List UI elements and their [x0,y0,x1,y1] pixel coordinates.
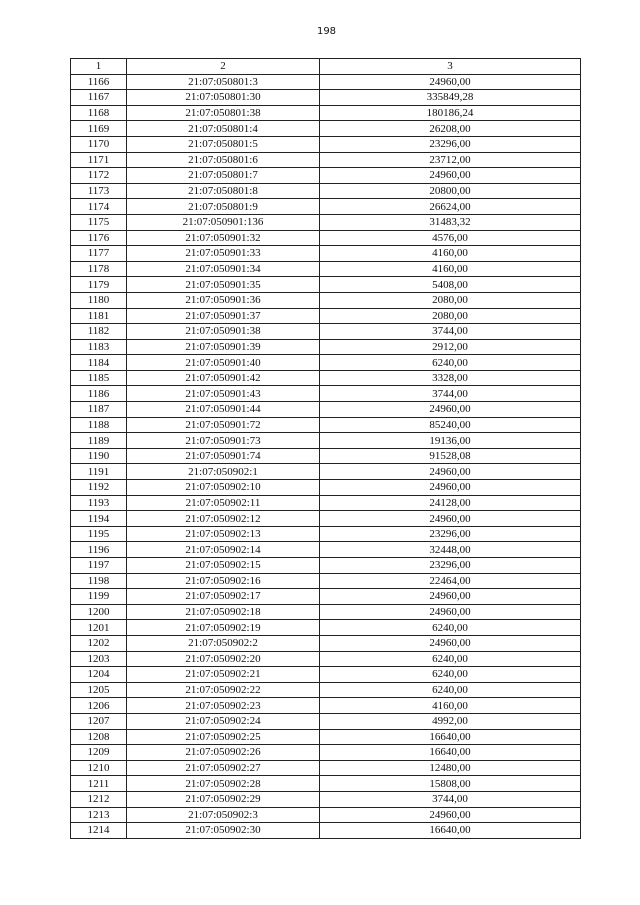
row-number-cell: 1187 [71,402,127,418]
cadastral-number-cell: 21:07:050901:44 [127,402,320,418]
cadastral-number-cell: 21:07:050801:38 [127,105,320,121]
row-number-cell: 1194 [71,511,127,527]
cadastral-number-cell: 21:07:050902:29 [127,791,320,807]
value-cell: 4160,00 [320,246,581,262]
row-number-cell: 1208 [71,729,127,745]
table-row [71,199,581,215]
cadastral-number-cell: 21:07:050902:30 [127,823,320,839]
table-row [71,760,581,776]
value-cell: 91528,08 [320,448,581,464]
table-row [71,105,581,121]
row-number-cell: 1200 [71,604,127,620]
row-number-cell: 1189 [71,433,127,449]
table-header [71,59,581,75]
table-row [71,90,581,106]
value-cell: 26208,00 [320,121,581,137]
value-cell: 24960,00 [320,604,581,620]
row-number-cell: 1198 [71,573,127,589]
row-number-cell: 1186 [71,386,127,402]
table-row [71,402,581,418]
table-row [71,495,581,511]
table-row [71,448,581,464]
cadastral-number-cell: 21:07:050902:25 [127,729,320,745]
value-cell: 335849,28 [320,90,581,106]
row-number-cell: 1201 [71,620,127,636]
cadastral-number-cell: 21:07:050902:28 [127,776,320,792]
row-number-cell: 1209 [71,745,127,761]
cadastral-number-cell: 21:07:050901:73 [127,433,320,449]
value-cell: 4160,00 [320,261,581,277]
value-cell: 16640,00 [320,729,581,745]
row-number-cell: 1172 [71,168,127,184]
row-number-cell: 1188 [71,417,127,433]
row-number-cell: 1205 [71,682,127,698]
cadastral-number-cell: 21:07:050901:136 [127,214,320,230]
cadastral-number-cell: 21:07:050801:8 [127,183,320,199]
value-cell: 15808,00 [320,776,581,792]
table-row [71,324,581,340]
cadastral-number-cell: 21:07:050801:9 [127,199,320,215]
cadastral-number-cell: 21:07:050902:10 [127,480,320,496]
cadastral-number-cell: 21:07:050901:33 [127,246,320,262]
table-row [71,823,581,839]
table-row [71,620,581,636]
value-cell: 26624,00 [320,199,581,215]
table-row [71,370,581,386]
value-cell: 24128,00 [320,495,581,511]
cadastral-number-cell: 21:07:050801:6 [127,152,320,168]
table-row [71,713,581,729]
row-number-cell: 1184 [71,355,127,371]
value-cell: 23296,00 [320,558,581,574]
table-row [71,292,581,308]
column-header-3: 3 [320,59,581,75]
table-row [71,277,581,293]
value-cell: 3744,00 [320,324,581,340]
row-number-cell: 1182 [71,324,127,340]
value-cell: 6240,00 [320,651,581,667]
table-row [71,558,581,574]
table-row [71,230,581,246]
cadastral-number-cell: 21:07:050902:1 [127,464,320,480]
header-row [71,59,581,75]
data-table [70,58,581,839]
cadastral-number-cell: 21:07:050902:17 [127,589,320,605]
cadastral-number-cell: 21:07:050902:21 [127,667,320,683]
row-number-cell: 1171 [71,152,127,168]
row-number-cell: 1180 [71,292,127,308]
cadastral-number-cell: 21:07:050901:38 [127,324,320,340]
value-cell: 23712,00 [320,152,581,168]
row-number-cell: 1167 [71,90,127,106]
row-number-cell: 1173 [71,183,127,199]
table-row [71,183,581,199]
table-row [71,682,581,698]
row-number-cell: 1174 [71,199,127,215]
cadastral-number-cell: 21:07:050902:16 [127,573,320,589]
cadastral-number-cell: 21:07:050902:26 [127,745,320,761]
cadastral-number-cell: 21:07:050902:24 [127,713,320,729]
row-number-cell: 1183 [71,339,127,355]
cadastral-number-cell: 21:07:050902:11 [127,495,320,511]
cadastral-number-cell: 21:07:050902:15 [127,558,320,574]
column-header-1: 1 [71,59,127,75]
value-cell: 6240,00 [320,667,581,683]
cadastral-number-cell: 21:07:050901:42 [127,370,320,386]
row-number-cell: 1169 [71,121,127,137]
value-cell: 23296,00 [320,526,581,542]
value-cell: 16640,00 [320,823,581,839]
table-row [71,651,581,667]
row-number-cell: 1185 [71,370,127,386]
table-row [71,526,581,542]
table-row [71,152,581,168]
row-number-cell: 1210 [71,760,127,776]
row-number-cell: 1207 [71,713,127,729]
table-row [71,355,581,371]
cadastral-number-cell: 21:07:050902:18 [127,604,320,620]
value-cell: 4160,00 [320,698,581,714]
value-cell: 3744,00 [320,791,581,807]
row-number-cell: 1170 [71,136,127,152]
table-row [71,433,581,449]
value-cell: 24960,00 [320,74,581,90]
table-row [71,168,581,184]
table-row [71,698,581,714]
table-row [71,308,581,324]
table-row [71,121,581,137]
value-cell: 24960,00 [320,635,581,651]
value-cell: 31483,32 [320,214,581,230]
value-cell: 24960,00 [320,168,581,184]
cadastral-number-cell: 21:07:050901:37 [127,308,320,324]
cadastral-number-cell: 21:07:050901:34 [127,261,320,277]
cadastral-number-cell: 21:07:050902:13 [127,526,320,542]
row-number-cell: 1211 [71,776,127,792]
value-cell: 24960,00 [320,511,581,527]
table-row [71,339,581,355]
value-cell: 24960,00 [320,464,581,480]
row-number-cell: 1175 [71,214,127,230]
row-number-cell: 1190 [71,448,127,464]
table-row [71,542,581,558]
cadastral-number-cell: 21:07:050902:23 [127,698,320,714]
cadastral-number-cell: 21:07:050901:35 [127,277,320,293]
cadastral-number-cell: 21:07:050902:3 [127,807,320,823]
value-cell: 24960,00 [320,589,581,605]
row-number-cell: 1178 [71,261,127,277]
table-row [71,480,581,496]
value-cell: 4576,00 [320,230,581,246]
table-body [71,74,581,838]
value-cell: 19136,00 [320,433,581,449]
table-row [71,464,581,480]
table-row [71,667,581,683]
row-number-cell: 1176 [71,230,127,246]
row-number-cell: 1203 [71,651,127,667]
row-number-cell: 1168 [71,105,127,121]
table-row [71,807,581,823]
cadastral-number-cell: 21:07:050901:72 [127,417,320,433]
row-number-cell: 1179 [71,277,127,293]
row-number-cell: 1213 [71,807,127,823]
cadastral-number-cell: 21:07:050902:22 [127,682,320,698]
row-number-cell: 1199 [71,589,127,605]
value-cell: 85240,00 [320,417,581,433]
value-cell: 32448,00 [320,542,581,558]
cadastral-number-cell: 21:07:050801:30 [127,90,320,106]
table-row [71,136,581,152]
table-row [71,745,581,761]
table-row [71,776,581,792]
row-number-cell: 1195 [71,526,127,542]
row-number-cell: 1166 [71,74,127,90]
cadastral-number-cell: 21:07:050901:39 [127,339,320,355]
value-cell: 4992,00 [320,713,581,729]
value-cell: 6240,00 [320,682,581,698]
cadastral-number-cell: 21:07:050902:27 [127,760,320,776]
value-cell: 3328,00 [320,370,581,386]
value-cell: 12480,00 [320,760,581,776]
table-row [71,604,581,620]
value-cell: 5408,00 [320,277,581,293]
value-cell: 23296,00 [320,136,581,152]
row-number-cell: 1197 [71,558,127,574]
row-number-cell: 1193 [71,495,127,511]
table-row [71,417,581,433]
cadastral-number-cell: 21:07:050902:14 [127,542,320,558]
value-cell: 2080,00 [320,308,581,324]
value-cell: 24960,00 [320,402,581,418]
cadastral-number-cell: 21:07:050801:4 [127,121,320,137]
cadastral-number-cell: 21:07:050801:7 [127,168,320,184]
value-cell: 3744,00 [320,386,581,402]
row-number-cell: 1212 [71,791,127,807]
column-header-2: 2 [127,59,320,75]
cadastral-number-cell: 21:07:050902:2 [127,635,320,651]
value-cell: 24960,00 [320,480,581,496]
row-number-cell: 1214 [71,823,127,839]
cadastral-number-cell: 21:07:050801:5 [127,136,320,152]
cadastral-number-cell: 21:07:050901:36 [127,292,320,308]
value-cell: 2912,00 [320,339,581,355]
row-number-cell: 1206 [71,698,127,714]
cadastral-number-cell: 21:07:050902:12 [127,511,320,527]
value-cell: 6240,00 [320,355,581,371]
cadastral-number-cell: 21:07:050901:32 [127,230,320,246]
cadastral-number-cell: 21:07:050902:20 [127,651,320,667]
row-number-cell: 1191 [71,464,127,480]
row-number-cell: 1196 [71,542,127,558]
table-row [71,74,581,90]
cadastral-number-cell: 21:07:050801:3 [127,74,320,90]
table-row [71,729,581,745]
table-row [71,589,581,605]
value-cell: 16640,00 [320,745,581,761]
cadastral-number-cell: 21:07:050901:74 [127,448,320,464]
table-row [71,386,581,402]
value-cell: 24960,00 [320,807,581,823]
cadastral-number-cell: 21:07:050902:19 [127,620,320,636]
row-number-cell: 1204 [71,667,127,683]
table-row [71,791,581,807]
row-number-cell: 1202 [71,635,127,651]
table-row [71,573,581,589]
table-row [71,246,581,262]
table-row [71,511,581,527]
table-row [71,214,581,230]
row-number-cell: 1192 [71,480,127,496]
row-number-cell: 1177 [71,246,127,262]
value-cell: 180186,24 [320,105,581,121]
page-number: 198 [316,26,337,37]
value-cell: 20800,00 [320,183,581,199]
row-number-cell: 1181 [71,308,127,324]
value-cell: 22464,00 [320,573,581,589]
value-cell: 6240,00 [320,620,581,636]
value-cell: 2080,00 [320,292,581,308]
table-row [71,261,581,277]
table-row [71,635,581,651]
cadastral-number-cell: 21:07:050901:43 [127,386,320,402]
cadastral-number-cell: 21:07:050901:40 [127,355,320,371]
